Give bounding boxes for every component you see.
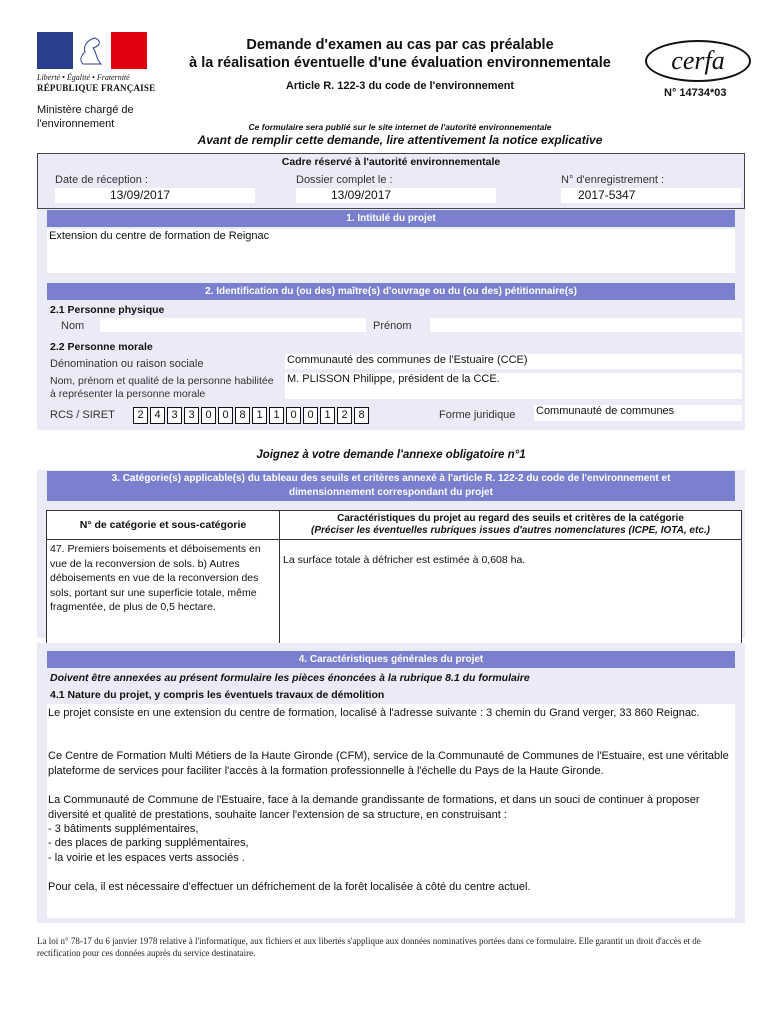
section-1 — [37, 209, 745, 278]
form-title-line2: à la réalisation éventuelle d'une évaluation environnementale — [189, 55, 611, 71]
nature-paragraph-1: Le projet consiste en une extension du centre de formation, localisé à l'adresse suivante : 3 chemin du Grand verger, 33 860 Reignac. — [48, 707, 700, 719]
characteristics-column-header — [280, 511, 742, 540]
moral-person-heading: 2.2 Personne morale — [50, 341, 153, 353]
form-title-line1: Demande d'examen au cas par cas préalable — [246, 37, 554, 53]
siret-digit[interactable]: 1 — [320, 407, 335, 424]
ministry-name: Ministère chargé de l'environnement — [37, 104, 134, 130]
republic-motto: Liberté • Égalité • Fraternité — [37, 73, 130, 82]
nom-label: Nom — [61, 320, 85, 332]
section-1-title: 1. Intitulé du projet — [47, 210, 735, 227]
nature-paragraph-4: Pour cela, il est nécessaire d'effectuer un défrichement de la forêt localisée à côté du centre actuel. — [48, 881, 531, 893]
siret-digit[interactable]: 2 — [133, 407, 148, 424]
category-table — [46, 510, 742, 653]
reserved-box — [37, 153, 745, 209]
category-column-header: N° de catégorie et sous-catégorie — [47, 511, 280, 540]
nom-field[interactable] — [100, 318, 366, 332]
siret-digit[interactable]: 2 — [337, 407, 352, 424]
prenom-label: Prénom — [373, 320, 412, 332]
publish-note: Ce formulaire sera publié sur le site internet de l'autorité environnementale — [248, 122, 552, 132]
section-2-title: 2. Identification du (ou des) maître(s) d'ouvrage ou du (ou des) pétitionnaire(s) — [47, 283, 735, 300]
denomination-field[interactable]: Communauté des communes de l'Estuaire (CCE) — [285, 354, 742, 369]
characteristics-cell[interactable]: La surface totale à défricher est estimée à 0,608 ha. — [280, 540, 742, 653]
siret-digit[interactable]: 0 — [286, 407, 301, 424]
forme-juridique-field[interactable]: Communauté de communes — [534, 405, 742, 421]
forme-juridique-label: Forme juridique — [439, 409, 516, 421]
siret-digit[interactable]: 8 — [354, 407, 369, 424]
reception-label: Date de réception : — [55, 174, 148, 186]
annex-instruction: Doivent être annexées au présent formulaire les pièces énoncées à la rubrique 8.1 du formulaire — [50, 672, 530, 684]
section-3-title — [47, 471, 735, 501]
registration-field[interactable]: 2017-5347 — [561, 188, 741, 203]
section-4-title: 4. Caractéristiques générales du projet — [47, 651, 735, 668]
category-cell[interactable]: 47. Premiers boisements et déboisements en vue de la reconversion de sols. b) Autres déboisements en vue de la reconversion des sols, portant sur une superficie totale, même fragmentée, de plus de 0,5 hectare. — [47, 540, 280, 653]
siret-digits[interactable] — [133, 407, 371, 424]
legal-notice: La loi n° 78-17 du 6 janvier 1978 relative à l'informatique, aux fichiers et aux libertés s'applique aux données nominatives portées dans ce formulaire. Elle garantit un droit d'accès et de rectification pour ces données auprès du service destinataire. — [37, 936, 701, 958]
republic-name: RÉPUBLIQUE FRANÇAISE — [37, 83, 156, 93]
cerfa-logo — [645, 40, 755, 90]
complete-date-field[interactable]: 13/09/2017 — [296, 188, 496, 203]
nature-list-item: - la voirie et les espaces verts associés . — [48, 852, 245, 864]
representative-field[interactable]: M. PLISSON Philippe, président de la CCE. — [285, 373, 742, 399]
nature-list-item: - 3 bâtiments supplémentaires, — [48, 823, 199, 835]
representative-label: Nom, prénom et qualité de la personne habilitée à représenter la personne morale — [50, 375, 274, 400]
siret-digit[interactable]: 4 — [150, 407, 165, 424]
form-title — [180, 36, 620, 72]
siret-digit[interactable]: 1 — [269, 407, 284, 424]
project-title-field[interactable]: Extension du centre de formation de Reignac — [47, 229, 735, 273]
rcs-siret-label: RCS / SIRET — [50, 409, 115, 421]
reception-date-field[interactable]: 13/09/2017 — [55, 188, 255, 203]
nature-subheading: 4.1 Nature du projet, y compris les éventuels travaux de démolition — [50, 689, 385, 701]
characteristics-header-line1: Caractéristiques du projet au regard des seuils et critères de la catégorie — [337, 513, 684, 524]
cerfa-logo-text: cerfa — [645, 40, 751, 82]
reserved-heading: Cadre réservé à l'autorité environnementale — [281, 156, 501, 168]
siret-digit[interactable]: 3 — [184, 407, 199, 424]
section-3-title-line1: 3. Catégorie(s) applicable(s) du tableau des seuils et critères annexé à l'article R. 122-2 du code de l'environnement et — [111, 473, 671, 484]
siret-digit[interactable]: 0 — [218, 407, 233, 424]
siret-digit[interactable]: 1 — [252, 407, 267, 424]
notice-instruction: Avant de remplir cette demande, lire attentivement la notice explicative — [197, 133, 603, 147]
siret-digit[interactable]: 0 — [201, 407, 216, 424]
marianne-logo — [37, 32, 147, 69]
siret-digit[interactable]: 8 — [235, 407, 250, 424]
registration-label: N° d'enregistrement : — [561, 174, 665, 186]
nature-paragraph-3: La Communauté de Commune de l'Estuaire, face à la demande grandissante de formations, et dans un souci de continuer à proposer diversité et qualité de prestations, souhaite lancer l'extension de sa structure, en construisant : — [48, 794, 700, 821]
annex-note: Joignez à votre demande l'annexe obligatoire n°1 — [256, 449, 526, 461]
section-3-title-line2: dimensionnement correspondant du projet — [289, 487, 493, 498]
nature-list-item: - des places de parking supplémentaires, — [48, 837, 249, 849]
nature-paragraph-2: Ce Centre de Formation Multi Métiers de la Haute Gironde (CFM), service de la Communauté de Communes de l'Estuaire, est une véritable plateforme de services pour faciliter l'accès à la formation professionnelle à l'échelle du Pays de la Haute Gironde. — [48, 750, 729, 777]
article-reference: Article R. 122-3 du code de l'environnement — [285, 80, 515, 92]
cerfa-number: N° 14734*03 — [664, 87, 727, 99]
characteristics-header-line2: (Préciser les éventuelles rubriques issues d'autres nomenclatures (ICPE, IOTA, etc.) — [310, 525, 710, 536]
siret-digit[interactable]: 3 — [167, 407, 182, 424]
physical-person-heading: 2.1 Personne physique — [50, 304, 165, 316]
siret-digit[interactable]: 0 — [303, 407, 318, 424]
marianne-profile-icon — [65, 34, 115, 68]
denomination-label: Dénomination ou raison sociale — [50, 358, 204, 370]
prenom-field[interactable] — [430, 318, 742, 332]
complete-label: Dossier complet le : — [296, 174, 393, 186]
